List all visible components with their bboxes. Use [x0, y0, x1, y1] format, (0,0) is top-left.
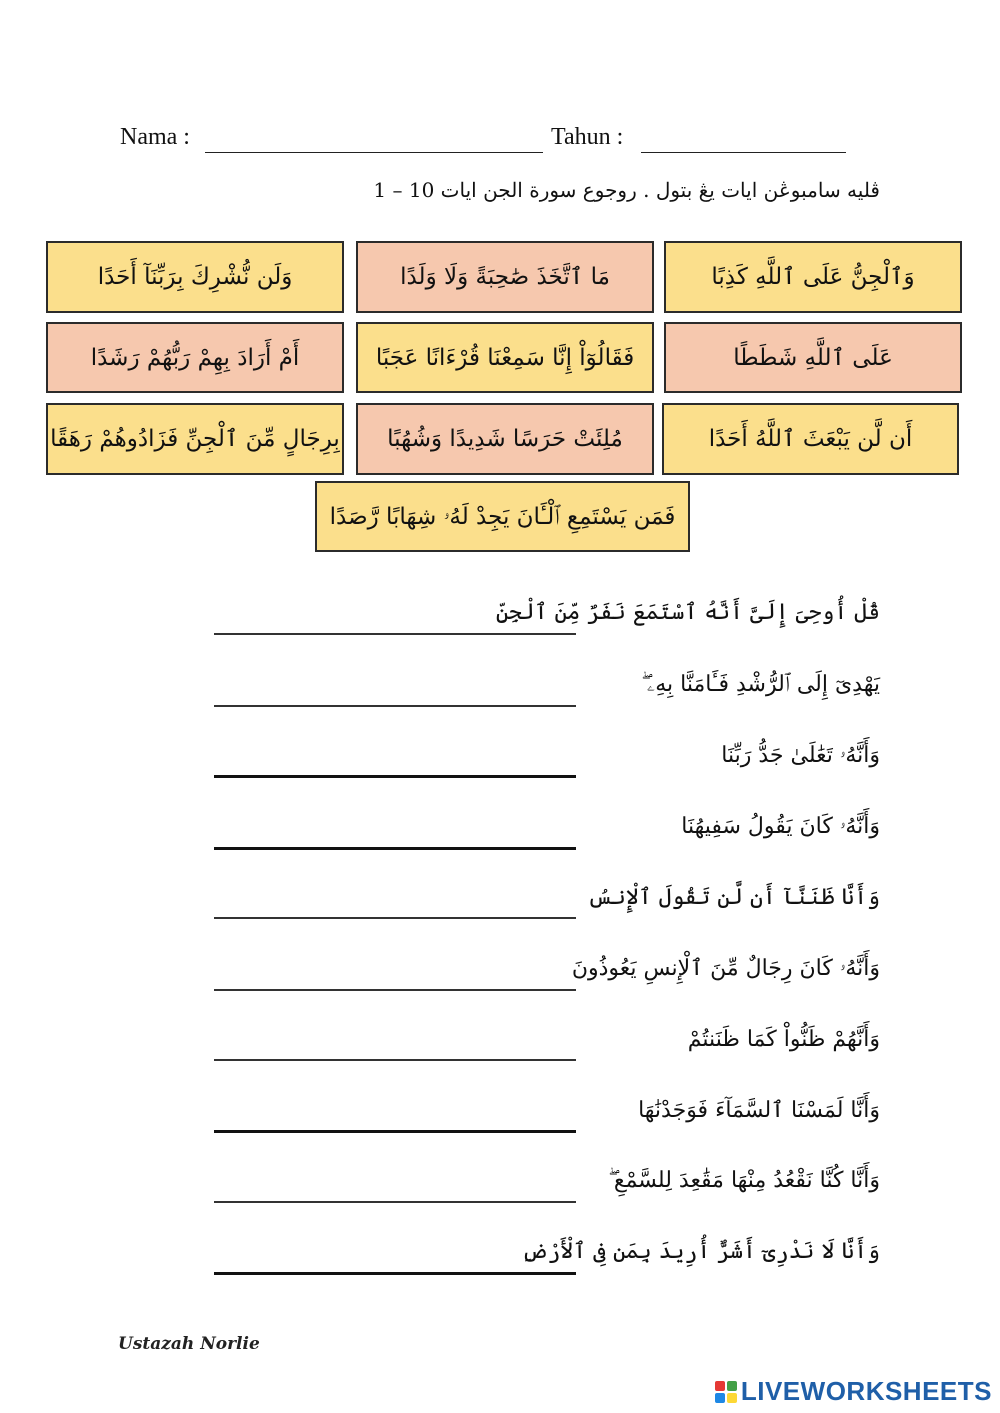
- answer-drop-line[interactable]: [214, 1059, 576, 1061]
- verse-prompt: قُلْ أُوحِىَ إِلَىَّ أَنَّهُ ٱسْتَمَعَ نَفَرٌ مِّنَ ٱلْجِنِّ: [495, 600, 880, 625]
- verse-prompt: وَأَنَّا لَا نَدْرِىٓ أَشَرٌّ أُرِيدَ بِمَن فِى ٱلْأَرْضِ: [521, 1239, 880, 1264]
- option-box[interactable]: مُلِئَتْ حَرَسًا شَدِيدًا وَشُهُبًا: [356, 403, 654, 475]
- option-box[interactable]: أَن لَّن يَبْعَثَ ٱللَّهُ أَحَدًا: [662, 403, 959, 475]
- option-box[interactable]: عَلَى ٱللَّهِ شَطَطًا: [664, 322, 962, 393]
- verse-prompt: وَأَنَّهُۥ كَانَ يَقُولُ سَفِيهُنَا: [681, 814, 880, 839]
- option-box[interactable]: أَمْ أَرَادَ بِهِمْ رَبُّهُمْ رَشَدًا: [46, 322, 344, 393]
- name-input-line[interactable]: [205, 152, 543, 153]
- option-box[interactable]: فَمَن يَسْتَمِعِ ٱلْـَٔانَ يَجِدْ لَهُۥ شِهَابًا رَّصَدًا: [315, 481, 690, 552]
- verse-prompt: وَأَنَّهُۥ تَعَٰلَىٰ جَدُّ رَبِّنَا: [721, 743, 880, 768]
- year-label: Tahun :: [551, 124, 624, 150]
- name-label: Nama :: [120, 124, 190, 150]
- answer-drop-line[interactable]: [214, 633, 576, 635]
- author-signature: Ustazah Norlie: [118, 1334, 260, 1354]
- answer-drop-line[interactable]: [214, 989, 576, 991]
- verse-prompt: وَأَنَّا ظَنَنَّآ أَن لَّن تَقُولَ ٱلْإِنسُ: [587, 885, 880, 910]
- liveworksheets-logo[interactable]: [715, 1376, 992, 1407]
- instruction-text: ڤليه سامبوڠن ايات يڠ بتول . روجوع سورة الجن ايات 10 – 1: [373, 178, 880, 202]
- answer-drop-line[interactable]: [214, 1272, 576, 1275]
- liveworksheets-logo-icon: [715, 1381, 737, 1403]
- answer-drop-line[interactable]: [214, 917, 576, 919]
- year-input-line[interactable]: [641, 152, 846, 153]
- verse-prompt: وَأَنَّا كُنَّا نَقْعُدُ مِنْهَا مَقَٰعِدَ لِلسَّمْعِ ۖ: [608, 1168, 880, 1193]
- answer-drop-line[interactable]: [214, 705, 576, 707]
- answer-drop-line[interactable]: [214, 775, 576, 778]
- verse-prompt: وَأَنَّا لَمَسْنَا ٱلسَّمَآءَ فَوَجَدْنَٰهَا: [638, 1098, 880, 1123]
- option-box[interactable]: وَٱلْجِنُّ عَلَى ٱللَّهِ كَذِبًا: [664, 241, 962, 313]
- option-box[interactable]: مَا ٱتَّخَذَ صَٰحِبَةً وَلَا وَلَدًا: [356, 241, 654, 313]
- verse-prompt: وَأَنَّهُۥ كَانَ رِجَالٌ مِّنَ ٱلْإِنسِ يَعُوذُونَ: [571, 956, 880, 981]
- answer-drop-line[interactable]: [214, 847, 576, 850]
- option-box[interactable]: فَقَالُوٓاْ إِنَّا سَمِعْنَا قُرْءَانًا عَجَبًا: [356, 322, 654, 393]
- verse-prompt: يَهْدِىٓ إِلَى ٱلرُّشْدِ فَـَٔامَنَّا بِهِۦ ۖ: [641, 672, 880, 697]
- option-box[interactable]: بِرِجَالٍ مِّنَ ٱلْجِنِّ فَزَادُوهُمْ رَهَقًا: [46, 403, 344, 475]
- answer-drop-line[interactable]: [214, 1130, 576, 1133]
- logo-text: LIVEWORKSHEETS: [740, 1376, 992, 1406]
- answer-drop-line[interactable]: [214, 1201, 576, 1203]
- verse-prompt: وَأَنَّهُمْ ظَنُّواْ كَمَا ظَنَنتُمْ: [687, 1027, 880, 1052]
- option-box[interactable]: وَلَن نُّشْرِكَ بِرَبِّنَآ أَحَدًا: [46, 241, 344, 313]
